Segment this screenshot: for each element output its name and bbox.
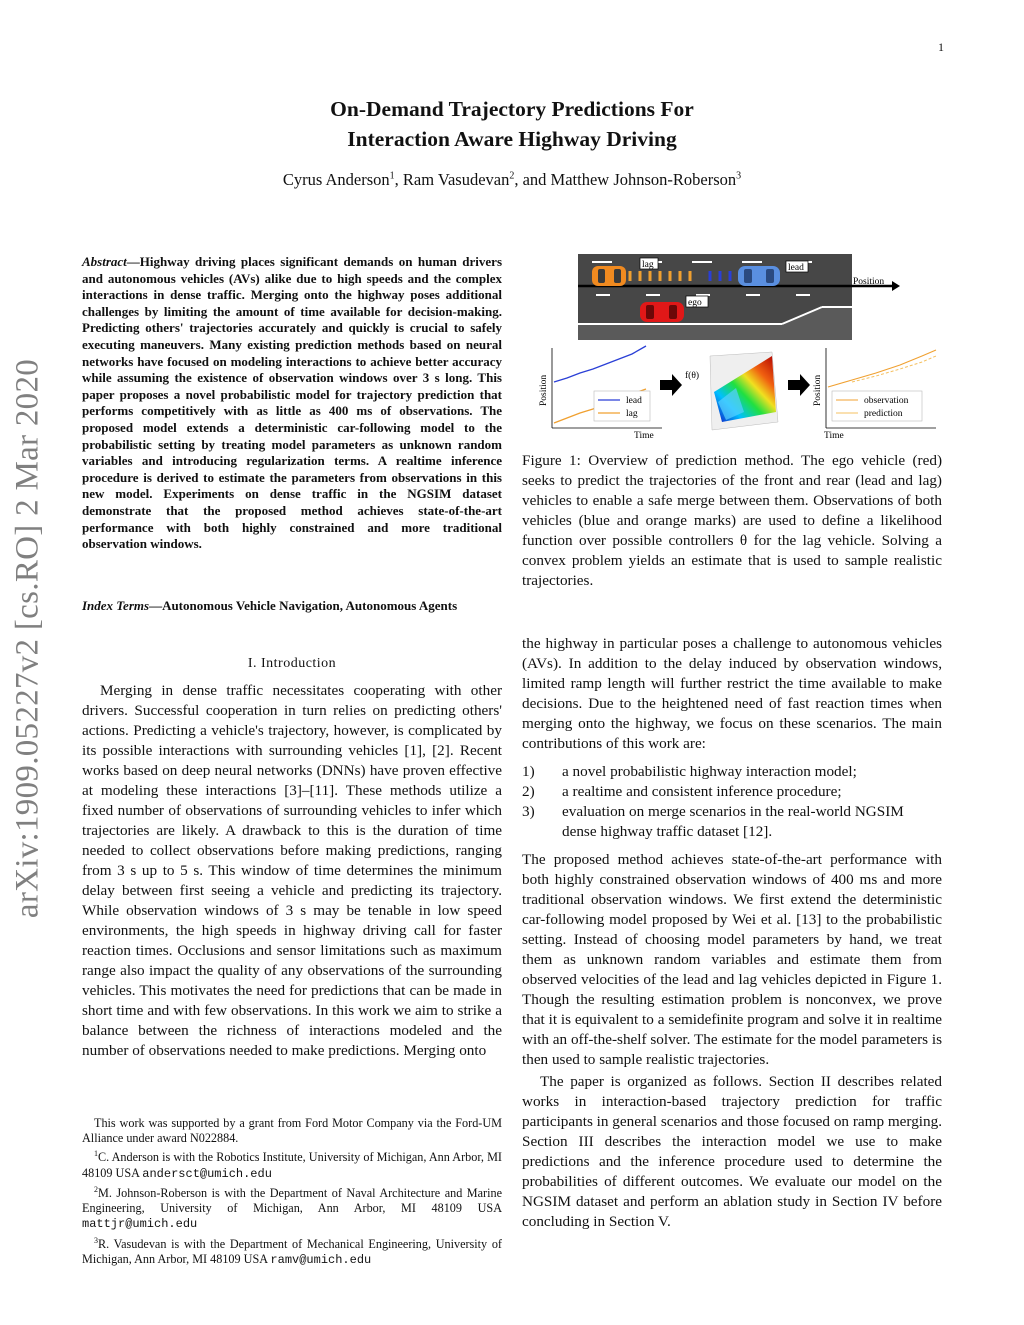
plot-ylabel: Position	[813, 374, 823, 406]
abstract	[82, 254, 502, 553]
author-3: , and Matthew Johnson-Roberson	[514, 170, 737, 189]
author-2: , Ram Vasudevan	[394, 170, 510, 189]
introduction-body	[82, 681, 502, 1061]
abstract-text: —Highway driving places significant demands on human drivers and autonomous vehicles (AVs) alike due to high speeds and the complex interactions in dense traffic. Merging onto the highway poses additional challenges by limiting the amount of time available for decision-making. Predicting others' trajectories accurately and quickly is crucial to safely executing maneuvers. Many existing prediction methods based on neural networks have focused on modeling interactions to achieve better accuracy while assuming the existence of observation windows over 3 s long. This paper proposes a novel probabilistic model for trajectory prediction that performs competitively with as little as 400 ms of observations. The proposed model extends a deterministic car-following model to the probabilistic setting by treating model parameters as unknown random variables and introducing regularization terms. A realtime inference procedure is derived to estimate the parameters from observations in this new model. Experiments on dense traffic in the NGSIM dataset demonstrate that the proposed method achieves state-of-the-art performance with both highly constrained and more traditional observation windows.	[82, 254, 502, 552]
title-line-1: On-Demand Trajectory Predictions For	[330, 97, 694, 121]
section-heading-introduction: I. Introduction	[247, 656, 337, 671]
email-link[interactable]: ramv@umich.edu	[270, 1252, 372, 1267]
intro-paragraph: Merging in dense traffic necessitates cooperating with other drivers. Successful cooperation in turn relies on predicting others' actions. Predicting a vehicle's trajectory, however, is complicated by its possible interactions with surrounding vehicles [1], [2]. Recent works based on deep neural networks (DNNs) have proven effective at modeling these interactions [3]–[11]. These methods utilize a fixed number of observations of surrounding vehicles to infer which trajectories are likely. A drawback to this is the duration of time needed to collect observations before making predictions, ranging from 3 s up to 5 s. This window of time determines the minimum delay between first seeing a vehicle and predicting its trajectory. While observation windows of 3 s may be tenable in low speed environments, the high speeds in highway driving call for faster reaction times. Occlusions and sensor limitations such as maximum range also impact the quality of any observations of the surrounding vehicles. This motivates the need for predictions that can be made in short time and with few observations. In this work we aim to strike a balance between the richness of interactions modeled and the number of observations needed to make predictions. Merging onto	[82, 682, 502, 1059]
lead-trajectory-line	[554, 346, 646, 382]
list-item: 3) evaluation on merge scenarios in the real-world NGSIM dense highway traffic dataset [12].	[522, 803, 904, 840]
pipeline-arrow	[660, 374, 682, 396]
body-paragraph: The paper is organized as follows. Section II describes related works in interaction-based trajectory prediction for traffic participants in general scenarios and those focused on ramp merging. Section III describes the interaction model we use to make predictions and the inference procedure used to determine the probabilities of different outcomes. We evaluate our model on the NGSIM dataset and perform an ablation study in Section IV before concluding in Section V.	[522, 1073, 942, 1230]
footnote-2: $^2$M. Johnson-Roberson is with the Department of Naval Architecture and Marine Engineering, University of Michigan, Ann Arbor, MI 48109 USA mattjr@umich.edu	[82, 1184, 502, 1232]
position-arrowhead	[892, 281, 900, 291]
index-terms-label: Index Terms	[82, 598, 150, 613]
figure-1-caption: Figure 1: Overview of prediction method. The ego vehicle (red) seeks to predict the trajectories of the front and rear (lead and lag) vehicles to enable a safe merge between them. Observations of both vehicles (blue and orange marks) are used to define a likelihood function over possible controllers θ for the lag vehicle. Solving a convex problem yields an estimate that is used to sample realistic trajectories.	[522, 452, 942, 589]
lead-car	[738, 266, 780, 286]
paper-title	[0, 94, 1024, 154]
author-1: Cyrus Anderson	[282, 170, 390, 189]
legend-prediction: prediction	[864, 409, 903, 419]
body-paragraph: the highway in particular poses a challenge to autonomous vehicles (AVs). In addition to the delay induced by observation windows, limited ramp length will further restrict the time available to make decisions. Due to the heightened need of fast reaction times when merging onto the highway, we focus on these scenarios. The main contributions of this work are:	[522, 635, 942, 752]
figure-1-graphic	[522, 252, 942, 444]
abstract-label: Abstract	[82, 254, 127, 269]
title-line-2: Interaction Aware Highway Driving	[347, 127, 677, 151]
footnote-funding: This work was supported by a grant from Ford Motor Company via the Ford-UM Alliance under award N022884.	[82, 1116, 502, 1146]
likelihood-surface-plot	[685, 352, 778, 430]
email-link[interactable]: mattjr@umich.edu	[82, 1217, 198, 1232]
observation-line	[828, 350, 936, 387]
observation-plot	[539, 346, 662, 441]
plot-xlabel: Time	[824, 431, 844, 441]
footnote-3: $^3$R. Vasudevan is with the Department of Mechanical Engineering, University of Michigan, Ann Arbor, MI 48109 USA ramv@umich.edu	[82, 1235, 502, 1267]
list-item: 2) a realtime and consistent inference procedure;	[522, 783, 842, 800]
contributions-list	[522, 762, 942, 842]
body-paragraph: The proposed method achieves state-of-the-art performance with both highly constrained observation windows of 400 ms and more traditional observation windows. We first extend the deterministic car-following model proposed by Wei et al. [13] to the probabilistic setting. Instead of choosing model parameters by hand, we treat them as unknown random variables and estimate them from observed velocities of the lead and lag vehicles depicted in Figure 1. Though the resulting estimation problem is nonconvex, we prove that it is equivalent to a semidefinite program and solve it in realtime with an off-the-shelf solver. The estimate for the model parameters is then used to sample realistic trajectories.	[522, 851, 942, 1068]
index-terms-text: —Autonomous Vehicle Navigation, Autonomous Agents	[149, 598, 458, 613]
lead-label: lead	[788, 263, 804, 273]
right-column-body	[522, 634, 942, 1232]
page-number: 1	[938, 40, 944, 54]
index-terms	[82, 598, 502, 615]
ego-car	[640, 302, 684, 322]
footnotes	[82, 1116, 502, 1268]
position-arrow-label: Position	[853, 277, 885, 287]
lag-car	[592, 266, 626, 286]
author-list	[0, 170, 1024, 190]
legend-lead: lead	[626, 396, 642, 406]
list-item: 1) a novel probabilistic highway interaction model;	[522, 763, 857, 780]
legend-observation: observation	[864, 396, 909, 406]
figure-1	[522, 252, 942, 444]
arxiv-stamp: arXiv:1909.05227v2 [cs.RO] 2 Mar 2020	[9, 358, 46, 919]
author-1-affil: 1	[389, 170, 395, 182]
plot-ylabel: Position	[539, 374, 549, 406]
lag-observation-marks	[630, 271, 690, 281]
author-2-affil: 2	[509, 170, 515, 182]
ego-label: ego	[688, 298, 702, 308]
plot-xlabel: Time	[634, 431, 654, 441]
prediction-line	[852, 356, 936, 382]
author-3-affil: 3	[736, 170, 742, 182]
footnote-1: $^1$C. Anderson is with the Robotics Institute, University of Michigan, Ann Arbor, MI 48109 USA andersct@umich.edu	[82, 1149, 502, 1181]
legend-lag: lag	[626, 409, 638, 419]
prediction-plot	[813, 348, 936, 441]
pipeline-arrow	[788, 374, 810, 396]
lag-label: lag	[642, 260, 654, 270]
f-theta-label: f(θ)	[685, 371, 700, 381]
email-link[interactable]: andersct@umich.edu	[142, 1166, 272, 1181]
